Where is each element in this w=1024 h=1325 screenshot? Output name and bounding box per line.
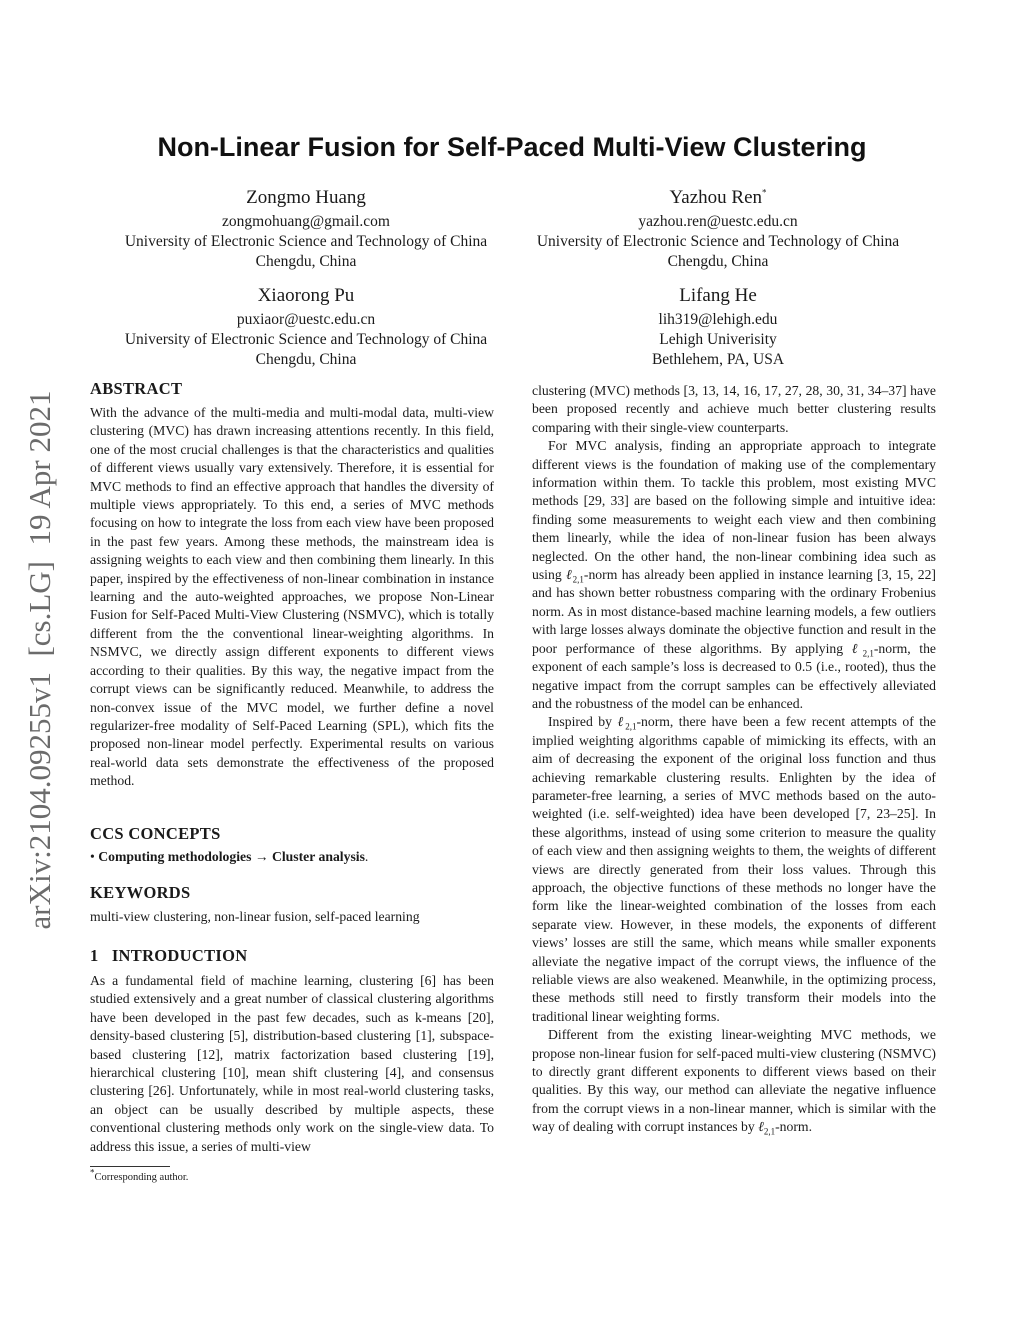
abstract-text: With the advance of the multi-media and multi-modal data, multi-view clustering (MVC) has drawn increasing attentions recently. In this field, one of the most crucial challenges is that the characteristics and qualities of different views usually vary extensively. Therefore, it is essential for MVC methods to find an effective approach that handles the diversity of multiple views appropriately. To this end, a series of MVC methods focusing on how to integrate the loss from each view have been proposed in the past few years. Among these methods, the mainstream idea is assigning weights to each view and then combining them linearly. In this paper, inspired by the effectiveness of non-linear combination in instance learning and the auto-weighted approaches, we propose Non-Linear Fusion for Self-Paced Multi-View Clustering (NSMVC), which is totally different from the the conventional linear-weighting algorithms. In NSMVC, we directly assign different exponents to different views according to their qualities. By this way, the negative impact from the corrupt views can be significantly reduced. Meanwhile, to address the non-convex issue of the MVC model, we further define a novel regularizer-free modality of Self-Paced Learning (SPL), which fits the proposed non-linear model perfectly. Experimental results on various real-world data sets demonstrate the effectiveness of the proposed method. xyxy=(90,405,494,789)
author-location: Chengdu, China xyxy=(255,351,357,368)
keywords-section xyxy=(90,882,494,926)
author-affiliation: University of Electronic Science and Technology of China xyxy=(536,233,900,250)
author-affiliation: University of Electronic Science and Technology of China xyxy=(124,233,488,250)
intro-paragraph-3 xyxy=(532,713,936,1026)
author-name: Xiaorong Pu xyxy=(257,285,355,306)
author-email: yazhou.ren@uestc.edu.cn xyxy=(638,213,798,230)
text-run: For MVC analysis, finding an appropriate approach to integrate different views is the foundation of making use of the complementary information within them. To tackle this problem, most existing MVC methods [29, 33] are based on the following simple and intuitive idea: finding some measurements to weight each view and then combining them linearly, while the idea of non-linear fusion has been always neglected. On the other hand, the non-linear combining idea such as using xyxy=(532,438,936,583)
ell-symbol: ℓ xyxy=(566,567,573,583)
intro-paragraph-continued: clustering (MVC) methods [3, 13, 14, 16, 17, 27, 28, 30, 31, 34–37] have been proposed recently and achieve much better clustering results comparing with their single-view counterparts. xyxy=(532,383,936,435)
right-column xyxy=(532,382,936,1137)
footnote-rule xyxy=(90,1166,170,1167)
author-name: Lifang He xyxy=(679,285,757,306)
ell-subscript: 2,1 xyxy=(763,1126,776,1137)
author-email: puxiaor@uestc.edu.cn xyxy=(236,311,376,328)
text-run: -norm, there have been a few recent attempts of the implied weighting algorithms capable of mimicking its effects, with an aim of decreasing the exponent of the original loss function and thus achieving remarkable clustering results. Enlighten by the idea of parameter-free learning, a series of MVC methods based on the auto-weighted (i.e. self-weighted) idea have been developed [7, 23–25]. In these algorithms, instead of using some criterion to measure the quality of each view and then assigning weights to them, the weights of different views are directly generated from their loss values. Through this approach, the objective functions of these methods no longer have the form like the linear-weighted combination of the losses from each separate view. However, in these models, the exponents of different views’ losses are still the same, which means while smaller exponents alleviate the negative impact of the corrupt views, the influence of the reliable views are also weakened. Meanwhile, in the optimizing process, these methods still need to firstly transform their models into the traditional linear weighting forms. xyxy=(532,714,937,1024)
abstract-section xyxy=(90,378,494,791)
corresponding-mark: * xyxy=(762,187,767,198)
ell-symbol: ℓ xyxy=(851,640,863,656)
ccs-heading: CCS CONCEPTS xyxy=(90,824,221,843)
author-block-3 xyxy=(106,282,506,370)
author-email: lih319@lehigh.edu xyxy=(658,311,778,328)
introduction-section xyxy=(90,945,494,1156)
ell-subscript: 2,1 xyxy=(862,648,874,659)
author-location: Bethlehem, PA, USA xyxy=(651,351,785,368)
ell-subscript: 2,1 xyxy=(625,722,637,733)
author-location: Chengdu, China xyxy=(255,253,357,270)
text-run: -norm. xyxy=(775,1119,812,1135)
intro-paragraph-1: As a fundamental field of machine learning, clustering [6] has been studied extensively and a great number of classical clustering algorithms have been developed in the past few decades, such as k-means [20], density-based clustering [5], distribution-based clustering [1], subspace-based clustering [12], matrix factorization based clustering [19], hierarchical clustering [10], mean shift clustering [4], and consensus clustering [26]. Unfortunately, while in most real-world clustering tasks, an object can be usually described by multiple aspects, these conventional clustering methods only work on the single-view data. To address this issue, a series of multi-view xyxy=(90,973,494,1154)
paper-title: Non-Linear Fusion for Self-Paced Multi-View Clustering xyxy=(157,132,867,162)
author-affiliation: Lehigh Univerisity xyxy=(659,331,777,348)
author-name: Zongmo Huang xyxy=(246,187,366,208)
ccs-section xyxy=(90,823,494,866)
introduction-heading: 1 INTRODUCTION xyxy=(90,946,248,965)
intro-paragraph-4 xyxy=(532,1026,936,1136)
ccs-item xyxy=(90,848,494,866)
keywords-heading: KEYWORDS xyxy=(90,883,191,902)
ccs-concept: Computing methodologies → Cluster analysis xyxy=(98,849,365,864)
ell-subscript: 2,1 xyxy=(572,574,584,585)
footnote xyxy=(90,1167,189,1183)
ccs-period: . xyxy=(364,849,369,864)
abstract-heading: ABSTRACT xyxy=(90,379,183,398)
author-location: Chengdu, China xyxy=(667,253,769,270)
ell-symbol: ℓ xyxy=(758,1119,764,1135)
arxiv-stamp xyxy=(16,370,60,950)
author-block-4 xyxy=(518,282,918,370)
text-run: Different from the existing linear-weighting MVC methods, we propose non-linear fusion for self-paced multi-view clustering (NSMVC) to directly grant different exponents to different views based on their qualities. By this way, our method can alleviate the negative influence from the corrupt views in a non-linear manner, which is similar with the way of dealing with corrupt instances by xyxy=(532,1027,936,1135)
author-email: zongmohuang@gmail.com xyxy=(222,213,390,230)
footnote-text: Corresponding author. xyxy=(94,1172,189,1183)
bullet: • xyxy=(90,849,95,864)
author-block-2 xyxy=(518,184,918,272)
author-block-1 xyxy=(106,184,506,272)
author-name: Yazhou Ren xyxy=(669,187,763,208)
author-affiliation: University of Electronic Science and Technology of China xyxy=(124,331,488,348)
arxiv-stamp-text: arXiv:2104.09255v1 [cs.LG] 19 Apr 2021 xyxy=(22,390,57,930)
intro-paragraph-2 xyxy=(532,437,936,713)
footnote-mark: * xyxy=(90,1167,95,1178)
keywords-text: multi-view clustering, non-linear fusion, self-paced learning xyxy=(90,909,420,924)
text-run: -norm has already been applied in instance learning [3, 15, 22] and has shown better robustness comparing with the ordinary Frobenius norm. As in most distance-based machine learning models, a few outliers with large losses always dominate the objective function and result in the poor performance of these algorithms. By applying xyxy=(532,567,936,656)
text-run: -norm, the exponent of each sample’s loss is decreased to 0.5 (i.e., rooted), thus the negative impact from the corrupt samples can be effectively alleviated and the robustness of the model can be enhanced. xyxy=(532,640,937,711)
ell-symbol: ℓ xyxy=(617,714,626,730)
text-run: Inspired by xyxy=(548,714,618,730)
author-name-line xyxy=(518,184,918,212)
